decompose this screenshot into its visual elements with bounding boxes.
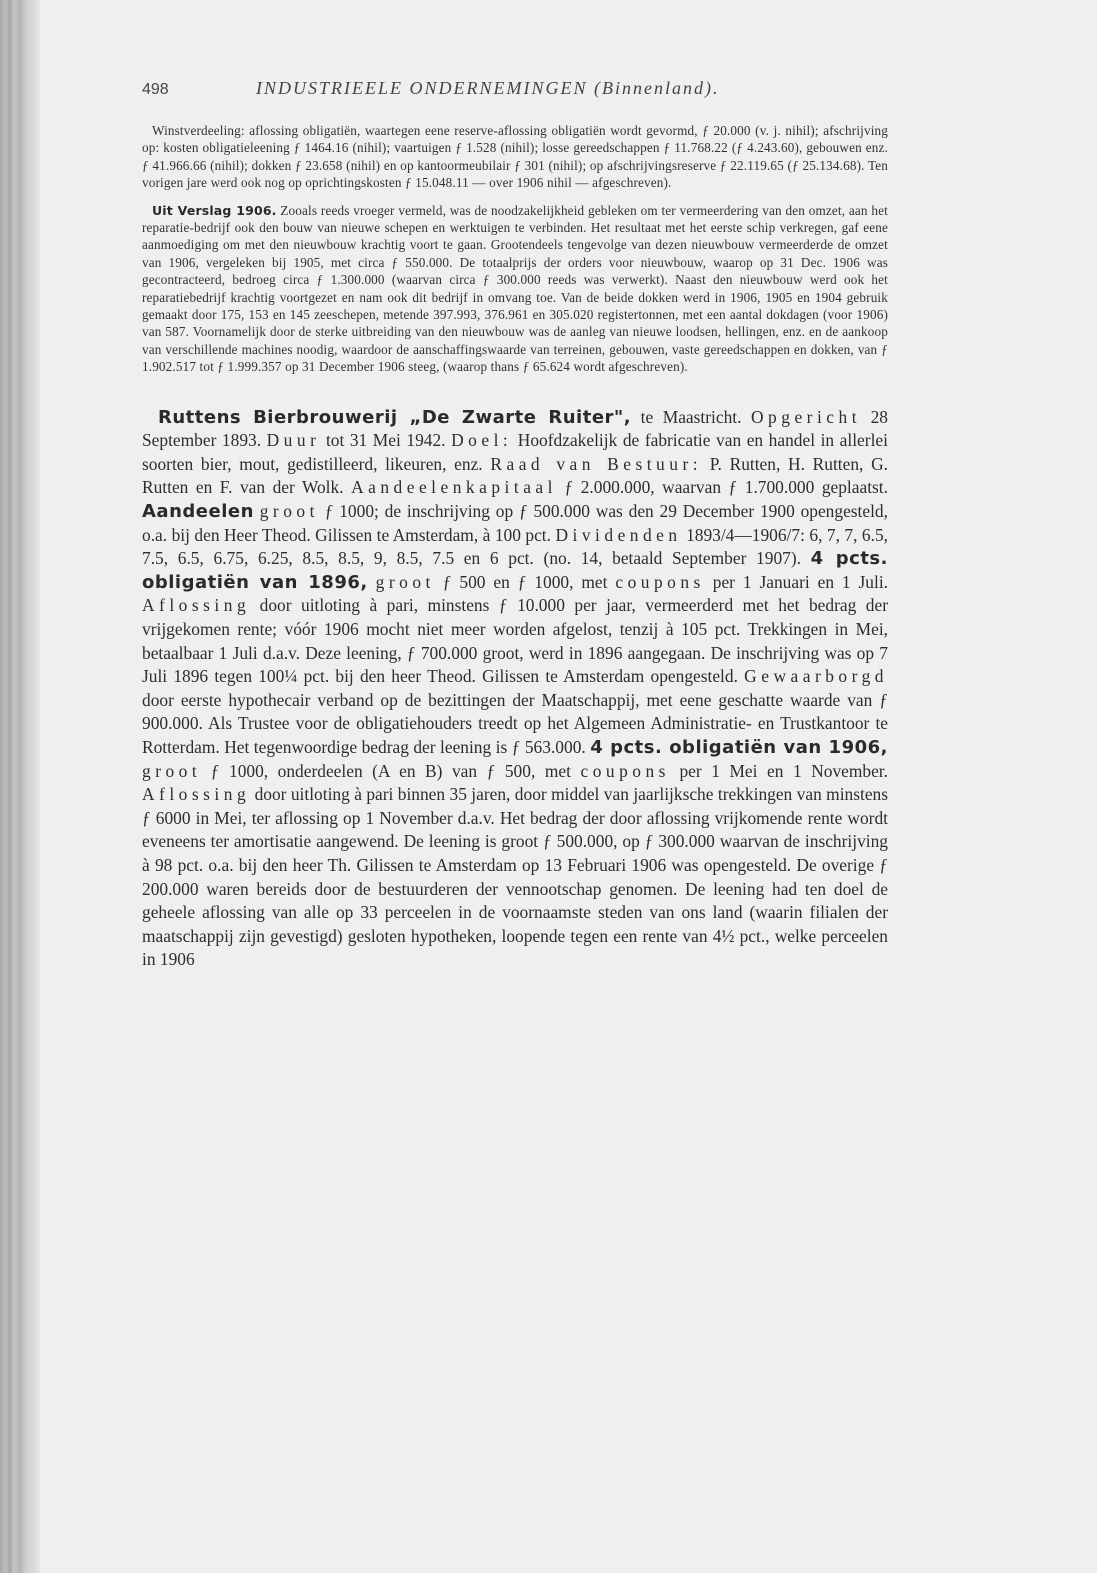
text-raad-van-bestuur: P. Rutten, H. Rutten, G. Rutten en F. van der Wolk. bbox=[142, 453, 888, 498]
section-winstverdeeling bbox=[142, 122, 888, 376]
label-opgericht: Opgericht bbox=[751, 406, 862, 427]
text-aflossing-1896: door uitloting à pari, minstens ƒ 10.000 per jaar, vermeerderd met het bedrag der vrijgekomen rente; vóór 1906 mocht niet meer worden afgelost, tenzij à 105 pct. Trekkingen in Mei, betaalbaar 1 Juli d.a.v. Deze leening, ƒ 700.000 groot, werd in 1896 aangegaan. De inschrijving was op 7 Juli 1896 tegen 100¼ pct. bij den heer Theod. Gilissen te Amsterdam opengesteld. bbox=[142, 595, 888, 687]
verslag-body: Zooals reeds vroeger vermeld, was de noodzakelijkheid gebleken om ter vermeerdering van den omzet, aan het reparatie-bedrijf ook den bouw van nieuwe schepen en werktuigen te verbinden. Het resultaat met het eerste schip verkregen, gaf eene aanmoediging om met den nieuwbouw krachtig voort te gaan. Grootendeels tengevolge van dezen nieuwbouw vermeerderde de omzet van 1906, vergeleken bij 1905, met circa ƒ 550.000. De totaalprijs der orders voor nieuwbouw, waarop op 31 Dec. 1906 was gecontracteerd, bedroeg circa ƒ 1.300.000 (waarvan circa ƒ 300.000 reeds was verwerkt). Naast den nieuwbouw werd ook het reparatiebedrijf krachtig voortgezet en nam ook dit bedrijf in omvang toe. Van de beide dokken werd in 1906, 1905 en 1904 gebruik gemaakt door 175, 153 en 145 zeeschepen, metende 397.993, 376.961 en 305.020 registertonnen, met een aantal dokdagen (voor 1906) van 587. Voornamelijk door de sterke uitbreiding van den nieuwbouw was de aanleg van nieuwe loodsen, hellingen, enz. en de aankoop van verschillende machines noodig, waardoor de aanschaffingswaarde van terreinen, gebouwen, vaste gereedschappen en dokken, van ƒ 1.902.517 tot ƒ 1.999.357 op 31 December 1906 steeg, (waarop thans ƒ 65.624 wordt afgeschreven). bbox=[142, 202, 888, 375]
heading-obligatien-1906: 4 pcts. obligatiën van 1906, bbox=[590, 737, 888, 758]
text-coupons-1896: per 1 Januari en 1 Juli. bbox=[712, 571, 888, 592]
company-name: Ruttens Bierbrouwerij „De Zwarte Ruiter", bbox=[158, 406, 632, 428]
label-doel: Doel: bbox=[451, 430, 513, 451]
text-dividenden: 1893/4—1906/7: 6, 7, 7, 6.5, 7.5, 6.5, 6.75, 6.25, 8.5, 8.5, 9, 8.5, 7.5 en 6 pct. (no. 14, betaald September 1907). bbox=[142, 524, 888, 569]
label-aandeelenkapitaal: Aandeelenkapitaal bbox=[351, 477, 557, 498]
verslag-heading: Uit Verslag 1906. bbox=[152, 202, 277, 218]
label-coupons: coupons bbox=[580, 760, 670, 781]
label-groot: groot bbox=[375, 571, 435, 592]
text-aandeelenkapitaal: ƒ 2.000.000, waarvan ƒ 1.700.000 geplaatst. bbox=[564, 477, 888, 498]
text-obligatien-1906-groot: ƒ 1000, onderdeelen (A en B) van ƒ 500, met bbox=[210, 760, 571, 781]
text-gewaarborgd: door eerste hypothecair verband op de bezittingen der Maatschappij, met eene geschatte waarde van ƒ 900.000. Als Trustee voor de obligatiehouders treedt op het Algemeen Administratie- en Trustkantoor te Rotterdam. Het tegenwoordige bedrag der leening is ƒ 563.000. bbox=[142, 689, 888, 757]
label-raad-van-bestuur: Raad van Bestuur: bbox=[490, 453, 703, 474]
heading-obligatien-1896: 4 pcts. obligatiën van 1896, bbox=[142, 548, 888, 593]
text-coupons-1906: per 1 Mei en 1 November. bbox=[679, 760, 888, 781]
text-duur: tot 31 Mei 1942. bbox=[325, 430, 446, 451]
label-gewaarborgd: Gewaarborgd bbox=[744, 666, 888, 687]
book-binding-shadow bbox=[0, 0, 40, 1573]
page-number: 498 bbox=[142, 81, 169, 98]
label-coupons: coupons bbox=[615, 571, 705, 592]
label-duur: Duur bbox=[266, 430, 321, 451]
label-aflossing: Aflossing bbox=[142, 595, 251, 616]
text-doel: Hoofdzakelijk de fabricatie van en handel in allerlei soorten bier, mout, gedistilleerd, likeuren, enz. bbox=[142, 430, 888, 474]
paragraph-winstverdeeling: Winstverdeeling: aflossing obligatiën, waartegen eene reserve-aflossing obligatiën wordt gevormd, ƒ 20.000 (v. j. nihil); afschrijving op: kosten obligatieleening ƒ 1464.16 (nihil); vaartuigen ƒ 1.528 (nihil); losse gereedschappen ƒ 11.768.22 (ƒ 4.243.60), gebouwen enz. ƒ 41.966.66 (nihil); dokken ƒ 23.658 (nihil) en op kantoormeubilair ƒ 301 (nihil); op afschrijvingsreserve ƒ 22.119.65 (ƒ 25.134.68). Ten vorigen jare werd ook nog op oprichtingskosten ƒ 15.048.11 — over 1906 nihil — afgeschreven). bbox=[142, 123, 888, 191]
section-ruttens bbox=[142, 406, 888, 972]
text-aandeelen: ƒ 1000; de inschrijving op ƒ 500.000 was den 29 December 1900 opengesteld, o.a. bij den Heer Theod. Gilissen te Amsterdam, à 100 pct. bbox=[142, 501, 888, 545]
text-location: te Maastricht. bbox=[640, 406, 742, 427]
label-dividenden: Dividenden bbox=[555, 524, 682, 545]
text-obligatien-1896-groot: ƒ 500 en ƒ 1000, met bbox=[442, 571, 608, 592]
text-aflossing-1906: door uitloting à pari binnen 35 jaren, door middel van jaarlijksche trekkingen van minstens ƒ 6000 in Mei, ter aflossing op 1 November d.a.v. Het bedrag der door aflossing vrijkomende rente wordt eveneens ter amortisatie aangewend. De leening is groot ƒ 500.000, op ƒ 300.000 waarvan de inschrijving à 98 pct. o.a. bij den heer Th. Gilissen te Amsterdam op 13 Februari 1906 was opengesteld. De overige ƒ 200.000 waren bereids door de bestuurderen der vennootschap genomen. De leening had ten doel de geheele aflossing van alle op 33 perceelen in de voornaamste steden van ons land (waarin filialen der maatschappij zijn gevestigd) gesloten hypotheken, loopende tegen een rente van 4½ pct., welke perceelen in 1906 bbox=[142, 784, 889, 970]
text-opgericht: 28 September 1893. bbox=[142, 406, 888, 451]
paragraph-ruttens bbox=[142, 406, 888, 972]
heading-aandeelen: Aandeelen bbox=[142, 501, 254, 523]
paragraph-verslag bbox=[142, 202, 888, 376]
running-title: INDUSTRIEELE ONDERNEMINGEN (Binnenland). bbox=[256, 78, 720, 98]
label-groot: groot bbox=[142, 760, 202, 781]
document-page bbox=[142, 78, 888, 972]
running-head bbox=[142, 78, 888, 108]
label-aflossing: Aflossing bbox=[142, 784, 251, 805]
label-groot: groot bbox=[259, 501, 319, 522]
